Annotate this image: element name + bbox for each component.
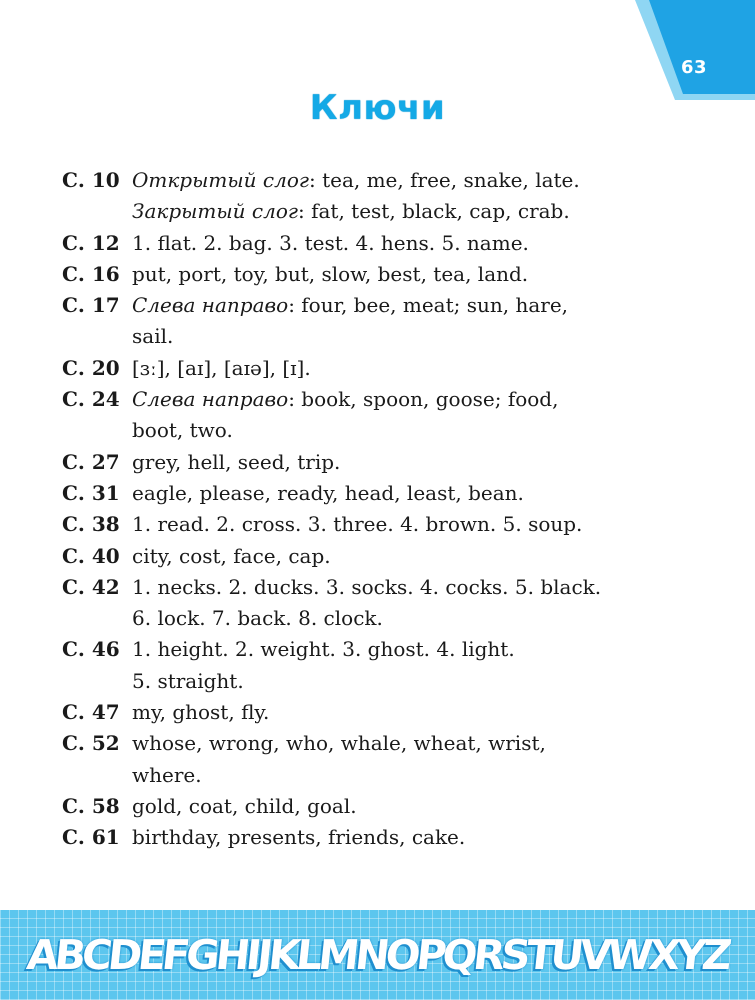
answer-text: : four, bee, meat; sun, hare, [288, 293, 569, 318]
answer-text: city, cost, face, cap. [132, 543, 331, 568]
answer-line [132, 760, 722, 791]
answer-entry [62, 165, 722, 228]
answer-lead-in: Открытый слог [132, 168, 309, 192]
answer-line [132, 353, 722, 384]
answer-line [132, 509, 722, 540]
answer-line [132, 572, 722, 603]
answer-text: : book, spoon, goose; food, [288, 387, 559, 412]
page-reference: С. 17 [62, 293, 120, 318]
answer-text: 1. read. 2. cross. 3. three. 4. brown. 5. soup. [132, 512, 583, 537]
answer-line [132, 728, 722, 759]
answer-line [132, 791, 722, 822]
answer-entry [62, 697, 722, 728]
answer-lines [132, 822, 722, 853]
answer-lines [132, 259, 722, 290]
page-reference: С. 16 [62, 261, 120, 286]
page-reference: С. 38 [62, 512, 120, 537]
page-reference: С. 47 [62, 700, 120, 725]
page-reference: С. 24 [62, 387, 120, 412]
answer-text: 6. lock. 7. back. 8. clock. [132, 606, 383, 631]
answer-text: : tea, me, free, snake, late. [308, 168, 580, 192]
answer-text: where. [132, 762, 202, 787]
answer-entry [62, 447, 722, 478]
answer-text: eagle, please, ready, head, least, bean. [132, 480, 524, 505]
answer-line [132, 384, 722, 415]
answer-lines [132, 697, 722, 728]
answer-text: gold, coat, child, goal. [132, 793, 357, 818]
answer-text: grey, hell, seed, trip. [132, 449, 341, 474]
answer-key-list [62, 165, 722, 854]
answer-entry [62, 228, 722, 259]
page-reference: С. 27 [62, 449, 120, 474]
answer-entry [62, 509, 722, 540]
answer-lead-in: Слева направо [132, 293, 289, 318]
answer-line [132, 196, 722, 227]
page-reference: С. 31 [62, 480, 120, 505]
answer-line [132, 228, 722, 259]
answer-line [132, 478, 722, 509]
answer-lead-in: Закрытый слог [132, 199, 298, 224]
answer-line [132, 447, 722, 478]
answer-entry [62, 572, 722, 635]
answer-text: whose, wrong, who, whale, wheat, wrist, [132, 731, 546, 756]
answer-entry [62, 259, 722, 290]
page-reference: С. 10 [62, 168, 120, 192]
page-number: 63 [680, 57, 707, 78]
answer-text: put, port, toy, but, slow, best, tea, land. [132, 261, 529, 286]
answer-line [132, 634, 722, 665]
answer-text: 1. necks. 2. ducks. 3. socks. 4. cocks. 5. black. [132, 574, 602, 599]
answer-line [132, 697, 722, 728]
answer-entry [62, 634, 722, 697]
page-title: Ключи [309, 88, 446, 128]
alphabet-decoration: ABCDEFGHIJKLMNOPQRSTUVWXYZ [24, 931, 731, 979]
answer-text: : fat, test, black, cap, crab. [298, 199, 570, 224]
answer-text: 1. flat. 2. bag. 3. test. 4. hens. 5. name. [132, 230, 529, 255]
page-reference: С. 61 [62, 825, 120, 850]
answer-lines [132, 228, 722, 259]
answer-lines [132, 447, 722, 478]
page-reference: С. 12 [62, 230, 120, 255]
answer-lines [132, 728, 722, 791]
answer-entry [62, 822, 722, 853]
answer-lines [132, 634, 722, 697]
answer-lead-in: Слева направо [132, 387, 289, 412]
answer-line [132, 321, 722, 352]
page-reference: С. 20 [62, 355, 120, 380]
answer-text: my, ghost, fly. [132, 700, 270, 725]
answer-line [132, 603, 722, 634]
answer-entry [62, 384, 722, 447]
answer-entry [62, 541, 722, 572]
answer-text: 1. height. 2. weight. 3. ghost. 4. light. [132, 637, 515, 662]
answer-text: birthday, presents, friends, cake. [132, 825, 466, 850]
answer-text: boot, two. [132, 418, 233, 443]
answer-text: 5. straight. [132, 668, 244, 693]
page-reference: С. 40 [62, 543, 120, 568]
answer-lines [132, 509, 722, 540]
page-reference: С. 58 [62, 793, 120, 818]
answer-lines [132, 290, 722, 353]
answer-line [132, 259, 722, 290]
answer-lines [132, 572, 722, 635]
answer-line [132, 165, 722, 196]
answer-lines [132, 384, 722, 447]
answer-lines [132, 541, 722, 572]
answer-entry [62, 353, 722, 384]
answer-lines [132, 791, 722, 822]
answer-entry [62, 290, 722, 353]
answer-line [132, 822, 722, 853]
answer-line [132, 415, 722, 446]
answer-line [132, 290, 722, 321]
answer-entry [62, 791, 722, 822]
answer-line [132, 666, 722, 697]
page-reference: С. 52 [62, 731, 120, 756]
answer-text: sail. [132, 324, 174, 349]
answer-lines [132, 478, 722, 509]
answer-entry [62, 728, 722, 791]
answer-lines [132, 353, 722, 384]
answer-lines [132, 165, 722, 228]
page-corner-tab [635, 0, 755, 100]
answer-line [132, 541, 722, 572]
page-reference: С. 42 [62, 574, 120, 599]
answer-entry [62, 478, 722, 509]
answer-text: [ɜː], [aɪ], [aɪə], [ɪ]. [132, 355, 311, 380]
page-reference: С. 46 [62, 637, 120, 662]
